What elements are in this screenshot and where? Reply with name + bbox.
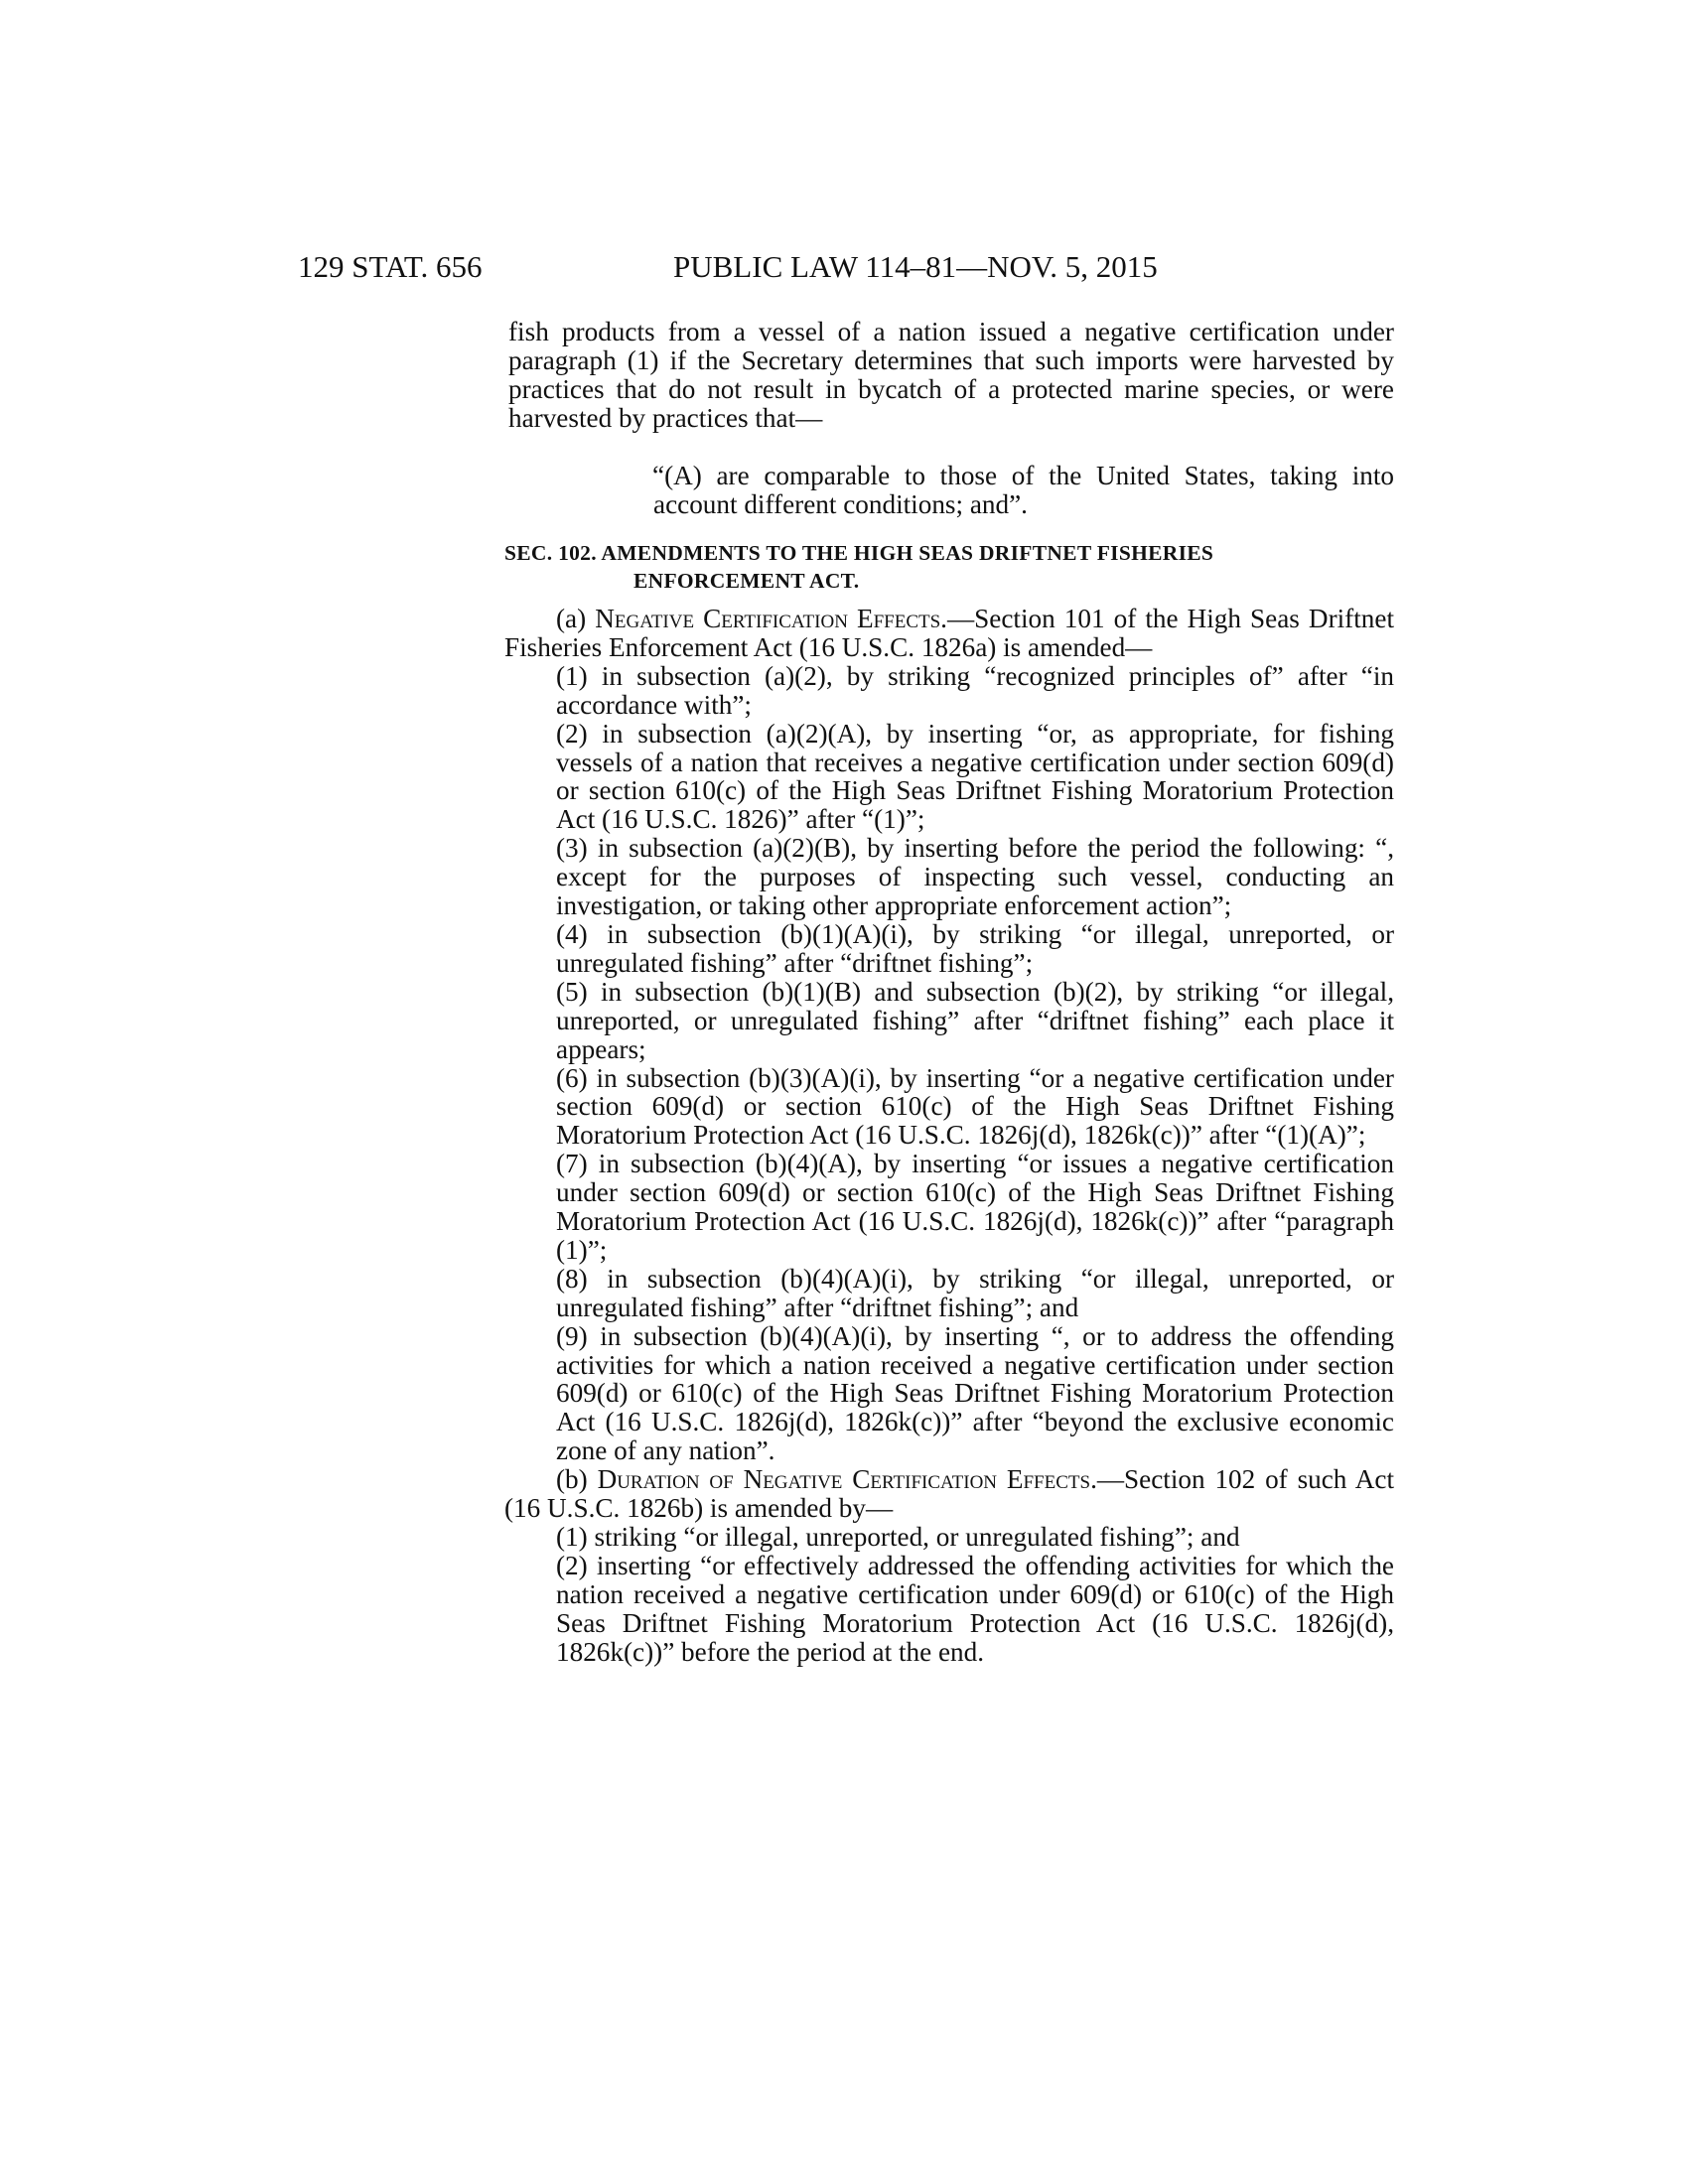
list-item: (8) in subsection (b)(4)(A)(i), by striking “or illegal, unreported, or unregulated fishing” after “driftnet fishing”; and — [556, 1263, 1394, 1322]
section-heading — [504, 539, 1394, 595]
section-heading-line2: ENFORCEMENT ACT. — [633, 569, 860, 593]
public-law-title: PUBLIC LAW 114–81—NOV. 5, 2015 — [673, 249, 1158, 284]
list-item: (1) striking “or illegal, unreported, or unregulated fishing”; and — [556, 1522, 1240, 1552]
subparagraph-a-text: “(A) are comparable to those of the United States, taking into account different conditions; and”. — [652, 461, 1394, 519]
stat-page-number: 129 STAT. 656 — [298, 249, 483, 284]
running-header — [298, 247, 1192, 287]
part-b-lead-paragraph — [504, 1465, 1394, 1523]
part-a-item-list — [504, 662, 1394, 1465]
part-a-block — [504, 605, 1394, 1667]
list-item: (2) inserting “or effectively addressed the offending activities for which the nation received a negative certification under 609(d) or 610(c) of the High Seas Driftnet Fishing Moratorium Protection Act (16 U.S.C. 1826j(d), 1826k(c))” before the period at the end. — [556, 1550, 1394, 1667]
list-item: (9) in subsection (b)(4)(A)(i), by inserting “, or to address the offending activities for which a nation received a negative certification under section 609(d) or 610(c) of the High Seas Driftnet Fishing Moratorium Protection Act (16 U.S.C. 1826j(d), 1826k(c))” after “beyond the exclusive economic zone of any nation”. — [556, 1320, 1394, 1466]
part-a-lead-paragraph — [504, 605, 1394, 662]
list-item: (6) in subsection (b)(3)(A)(i), by inserting “or a negative certification under section 609(d) or section 610(c) of the High Seas Driftnet Fishing Moratorium Protection Act (16 U.S.C. 1826j(d), 1826k(c))” after “(1)(A)”; — [556, 1062, 1394, 1151]
list-item: (1) in subsection (a)(2), by striking “recognized principles of” after “in accordance with”; — [556, 660, 1394, 720]
part-b-item-list — [504, 1523, 1394, 1667]
intro-block — [508, 318, 1394, 433]
intro-paragraph: fish products from a vessel of a nation issued a negative certification under paragraph (1) if the Secretary determines that such imports were harvested by practices that do not result in bycatch of a protected marine species, or were harvested by practices that— — [508, 317, 1394, 433]
section-heading-line1: SEC. 102. AMENDMENTS TO THE HIGH SEAS DRIFTNET FISHERIES — [504, 541, 1214, 565]
intro-subparagraph-a — [653, 462, 1394, 519]
part-b-label: (b) — [556, 1464, 598, 1495]
list-item: (7) in subsection (b)(4)(A), by inserting “or issues a negative certification under section 609(d) or section 610(c) of the High Seas Driftnet Fishing Moratorium Protection Act (16 U.S.C. 1826j(d), 1826k(c))” after “paragraph (1)”; — [556, 1149, 1394, 1265]
list-item: (4) in subsection (b)(1)(A)(i), by striking “or illegal, unreported, or unregulated fishing” after “driftnet fishing”; — [556, 918, 1394, 978]
part-a-text: .—Section 101 of the High Seas Driftnet Fisheries Enforcement Act (16 U.S.C. 1826a) is amended— — [504, 604, 1394, 662]
part-b-heading: Duration of Negative Certification Effects — [597, 1464, 1091, 1495]
part-b-text: .—Section 102 of such Act (16 U.S.C. 1826b) is amended by— — [504, 1464, 1395, 1524]
part-a-heading: Negative Certification Effects — [595, 604, 941, 633]
list-item: (5) in subsection (b)(1)(B) and subsection (b)(2), by striking “or illegal, unreported, or unregulated fishing” after “driftnet fishing” each place it appears; — [556, 976, 1394, 1064]
part-a-label: (a) — [556, 604, 596, 633]
list-item: (3) in subsection (a)(2)(B), by inserting before the period the following: “, except for the purposes of inspecting such vessel, conducting an investigation, or taking other appropriate enforcement action”; — [556, 833, 1394, 921]
list-item: (2) in subsection (a)(2)(A), by inserting “or, as appropriate, for fishing vessels of a nation that receives a negative certification under section 609(d) or section 610(c) of the High Seas Driftnet Fishing Moratorium Protection Act (16 U.S.C. 1826)” after “(1)”; — [556, 718, 1394, 835]
